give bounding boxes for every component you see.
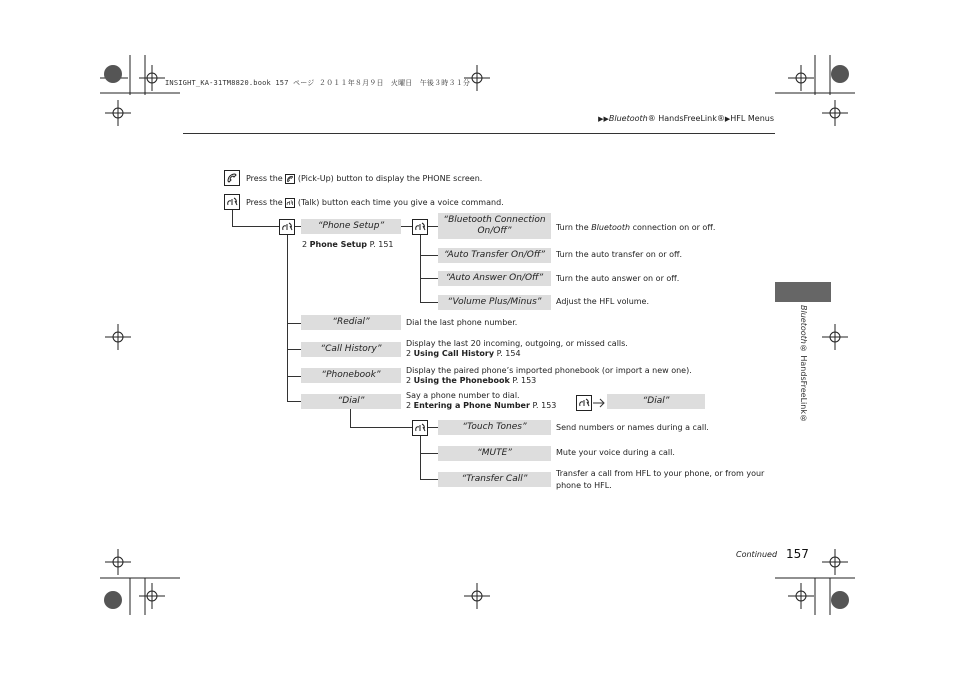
talk-text-a: Press the (246, 198, 283, 207)
section-tab (775, 282, 831, 302)
ref-label: Using the Phonebook (413, 376, 510, 385)
call-history-desc: Display the last 20 incoming, outgoing, or missed calls. (406, 339, 628, 348)
ref-page: P. 154 (494, 349, 521, 358)
tree-line (401, 226, 412, 227)
side-title-bluetooth: Bluetooth (799, 305, 808, 344)
menu-phonebook[interactable]: “Phonebook” (301, 368, 401, 383)
auto-transfer-desc: Turn the auto transfer on or off. (556, 250, 683, 259)
transfer-call-desc (556, 468, 764, 491)
talk-icon (279, 219, 295, 235)
section-side-title (799, 305, 808, 423)
phonebook-ref[interactable] (406, 376, 536, 385)
tree-line (428, 427, 438, 428)
ref-page: P. 153 (509, 376, 537, 385)
tree-line (232, 210, 233, 226)
ref-page: P. 151 (367, 240, 394, 249)
header-rule (183, 133, 775, 134)
talk-icon (576, 395, 592, 411)
desc-text: Bluetooth (591, 223, 631, 232)
tree-line (287, 376, 301, 377)
breadcrumb-arrows: ▶▶ (598, 115, 609, 123)
menu-bluetooth-connection[interactable]: “Bluetooth Connection On/Off” (438, 213, 551, 239)
menu-phone-setup[interactable]: “Phone Setup” (301, 219, 401, 234)
pickup-inline-icon (285, 174, 295, 184)
pickup-text-a: Press the (246, 174, 283, 183)
tree-line (420, 302, 438, 303)
talk-icon (412, 420, 428, 436)
menu-touch-tones[interactable]: “Touch Tones” (438, 420, 551, 435)
talk-instruction (246, 197, 504, 209)
redial-desc: Dial the last phone number. (406, 318, 518, 327)
ref-arrow: 2 (406, 401, 412, 410)
ref-label: Phone Setup (309, 240, 368, 249)
breadcrumb-hfl-menus: HFL Menus (730, 114, 774, 123)
menu-auto-transfer[interactable]: “Auto Transfer On/Off” (438, 248, 551, 263)
tree-line (287, 323, 301, 324)
tree-line (350, 427, 412, 428)
talk-icon (412, 219, 428, 235)
tree-line (420, 436, 421, 479)
print-header: INSIGHT_KA-31TM8820.book 157 ページ ２０１１年８月９日 火曜日 午後３時３１分 (165, 79, 471, 87)
desc-text: connection on or off. (630, 223, 716, 232)
tree-line (350, 409, 351, 427)
tree-line (287, 401, 301, 402)
tree-line (420, 235, 421, 302)
ref-arrow: 2 (406, 376, 412, 385)
touch-tones-desc: Send numbers or names during a call. (556, 423, 709, 432)
talk-inline-icon (285, 198, 295, 208)
menu-call-history[interactable]: “Call History” (301, 342, 401, 357)
dial-desc: Say a phone number to dial. (406, 391, 520, 400)
call-history-ref[interactable] (406, 349, 521, 358)
menu-volume[interactable]: “Volume Plus/Minus” (438, 295, 551, 310)
arrow-right-icon (593, 398, 607, 408)
pickup-text-b: (Pick-Up) button to display the PHONE screen. (297, 174, 483, 183)
menu-transfer-call[interactable]: “Transfer Call” (438, 472, 551, 487)
desc-line: Transfer a call from HFL to your phone, or from your (556, 469, 765, 478)
menu-dial-sub[interactable]: “Dial” (607, 394, 705, 409)
breadcrumb-arrow: ▶ (724, 115, 731, 123)
mute-desc: Mute your voice during a call. (556, 448, 675, 457)
ref-page: P. 153 (529, 401, 557, 410)
bluetooth-connection-desc (556, 222, 715, 234)
tree-line (420, 479, 438, 480)
volume-desc: Adjust the HFL volume. (556, 297, 650, 306)
ref-arrow: 2 (406, 349, 412, 358)
menu-redial[interactable]: “Redial” (301, 315, 401, 330)
talk-icon (224, 194, 240, 210)
menu-mute[interactable]: “MUTE” (438, 446, 551, 461)
breadcrumb-bluetooth: Bluetooth (608, 114, 648, 123)
phone-setup-ref[interactable] (302, 240, 394, 249)
tree-line (420, 453, 438, 454)
ref-label: Entering a Phone Number (413, 401, 530, 410)
ref-arrow: 2 (302, 240, 308, 249)
breadcrumb (598, 114, 774, 123)
breadcrumb-hfl: ® HandsFreeLink® (647, 114, 725, 123)
tree-line (287, 349, 301, 350)
menu-dial[interactable]: “Dial” (301, 394, 401, 409)
continued-label: Continued (736, 550, 778, 559)
pickup-instruction (246, 173, 482, 185)
talk-text-b: (Talk) button each time you give a voice command. (297, 198, 504, 207)
desc-line: phone to HFL. (556, 480, 612, 490)
phonebook-desc: Display the paired phone’s imported phonebook (or import a new one). (406, 366, 692, 375)
ref-label: Using Call History (413, 349, 495, 358)
desc-text: Turn the (556, 223, 592, 232)
side-title-hfl: ® HandsFreeLink® (799, 343, 808, 423)
menu-auto-answer[interactable]: “Auto Answer On/Off” (438, 271, 551, 286)
tree-line (420, 255, 438, 256)
tree-line (428, 226, 438, 227)
dial-ref[interactable] (406, 401, 556, 410)
auto-answer-desc: Turn the auto answer on or off. (556, 274, 680, 283)
tree-line (232, 226, 279, 227)
pickup-icon (224, 170, 240, 186)
tree-line (420, 278, 438, 279)
page-number: 157 (786, 547, 809, 561)
